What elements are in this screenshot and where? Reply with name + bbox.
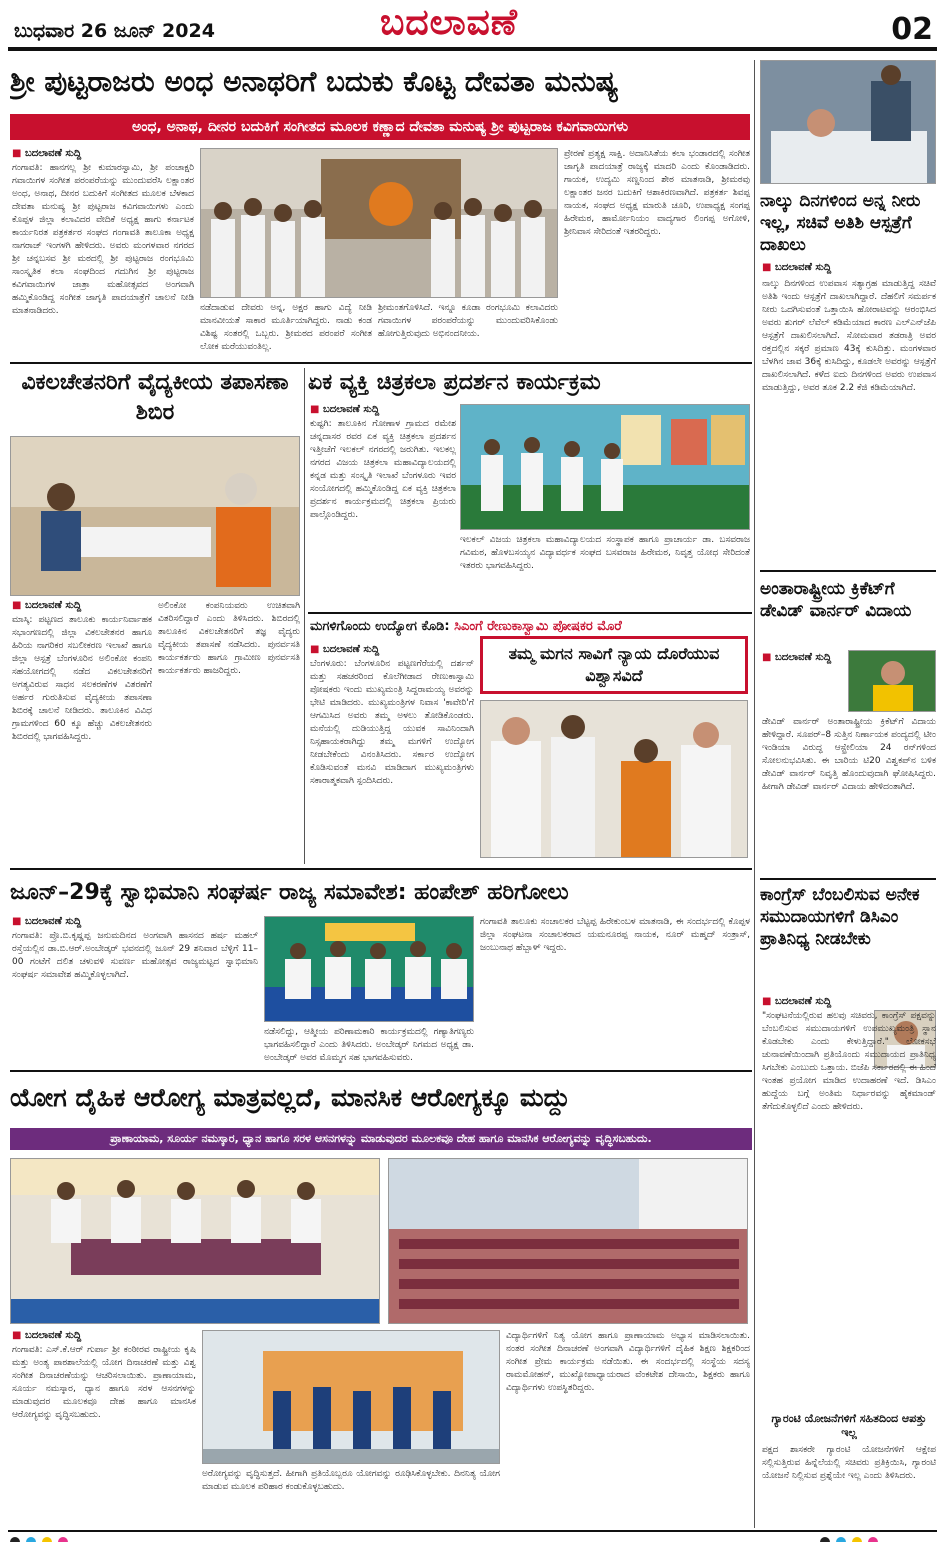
story3-photo: [460, 404, 750, 530]
cricketer-photo: [848, 650, 936, 712]
side1-headline: ನಾಲ್ಕು ದಿನಗಳಿಂದ ಅನ್ನ ನೀರು ಇಲ್ಲ, ಸಚಿವೆ ಅತಿಶಿ ಆಸ್ಪತ್ರೆಗೆ ದಾಖಲು: [760, 191, 921, 255]
byline: ■ ಬದಲಾವಣೆ ಸುದ್ದಿ: [12, 148, 81, 159]
byline: ■ ಬದಲಾವಣೆ ಸುದ್ದಿ: [12, 1330, 81, 1341]
meeting-illustration: [481, 701, 748, 858]
side3-subhead: ಗ್ಯಾರಂಟಿ ಯೋಜನೆಗಳಿಗೆ ಸಹಿತದಿಂದ ಆಪತ್ತು ಇಲ್ಲ: [771, 1412, 927, 1439]
color-dot: [820, 1537, 830, 1542]
color-dot: [852, 1537, 862, 1542]
story6-headline: ಯೋಗ ದೈಹಿಕ ಆರೋಗ್ಯ ಮಾತ್ರವಲ್ಲದೆ, ಮಾನಸಿಕ ಆರೋಗ್ಯಕ್ಕೂ ಮದ್ದು: [10, 1083, 570, 1112]
byline: ■ ಬದಲಾವಣೆ ಸುದ್ದಿ: [12, 600, 81, 611]
yoga-students-illustration: [203, 1331, 500, 1464]
story5-column: ಗಂಗಾವತಿ: ಪ್ರೊ.ಬಿ.ಕೃಷ್ಣಪ್ಪ ಜನುಮದಿನದ ಅಂಗವಾಗಿ ಹಾಸನದ ಹರ್ಷ ಮಹಲ್ ರಸ್ತೆಯಲ್ಲಿನ ಡಾ.ಬಿ.ಆರ್.ಅಂಬೇಡ್ಕರ್ ಭವನದಲ್ಲಿ ಜೂನ್ 29 ಶನಿವಾರ ಬೆಳ್ಳಿಗೆ 11–00 ಗಂಟೆಗೆ ದಲಿತ ಚಳುವಳಿ ಸುವರ್ಣ ಮಹೋತ್ಸವ ರಾಜ್ಯಮಟ್ಟದ ಸ್ವಾಭಿಮಾನಿ ಸಂಘರ್ಷ ಸಮಾವೇಶ ಹಮ್ಮಿಕೊಳ್ಳಲಾಗಿದೆ.: [12, 931, 258, 980]
color-dot: [42, 1537, 52, 1542]
story4-ribbon: [310, 616, 752, 638]
story5-photo: [264, 916, 474, 1022]
story1-column: ಶ್ರೀಮಂತಗೊಳಿಸಿದೆ. ಇನ್ನೂ ಕೂಡಾ ರಂಗಭೂಮಿ ಕಲಾವಿದರು ಗವಾಯಿಗಳ ಪರಂಪರೆಯನ್ನು ಮುಂದುವರಿಸಿಕೊಂಡು ಹೋಗುತ್ತಿರುವುದು ಅಭಿನಂದನೀಯ.: [378, 303, 558, 339]
story5-column: ನಡೆಸಲಿದ್ದು, ಆತ್ಮೀಯ ಪರಿಣಾಮಕಾರಿ ಕಾರ್ಯಕ್ರಮದಲ್ಲಿ ಗಣ್ಯಾತಿಗಣ್ಯರು ಭಾಗವಹಿಸಲಿದ್ದಾರೆ ಎಂದು ತಿಳಿಸಿದರು. ಅಂಬೇಡ್ಕರ್ ನಿಗಮದ ಅಧ್ಯಕ್ಷ ಡಾ. ಅಂಬೇಡ್ಕರ್ ಅವರ ಮೊಮ್ಮಗ ಸಹ ಭಾಗವಹಿಸುವರು.: [264, 1027, 474, 1063]
footer-color-marks-right: [820, 1532, 884, 1542]
hospital-illustration: [761, 61, 936, 184]
yoga-stage-illustration: [11, 1159, 380, 1324]
story4-column: ಬೆಂಗಳೂರು: ಬೆಂಗಳೂರಿನ ಪಟ್ಟಣಗೆರೆಯಲ್ಲಿ ದರ್ಶನ್ ಮತ್ತು ಸಹಚರರಿಂದ ಕೊಲೆಗೀಡಾದ ರೇಣುಕಾಸ್ವಾಮಿ ಪೋಷಕರು ಇಂದು ಮುಖ್ಯಮಂತ್ರಿ ಸಿದ್ದರಾಮಯ್ಯ ಅವರನ್ನು ಭೇಟಿ ಮಾಡಿದರು. ಮುಖ್ಯಮಂತ್ರಿಗಳ ನಿವಾಸ 'ಕಾವೇರಿ'ಗೆ ಆಗಮಿಸಿದ ಅವರು ತಮ್ಮ ಅಳಲು ತೋಡಿಕೊಂಡರು. ಮನೆಯಲ್ಲಿ ದುಡಿಯುತ್ತಿದ್ದ ಯುವಕ ಸಾವಿನಿಂದಾಗಿ ನಿಸ್ಸಹಾಯಕರಾಗಿದ್ದು ತಮ್ಮ ಮಗಳಿಗೆ ಉದ್ಯೋಗ ನೀಡಬೇಕೆಂದು ವಿನಂತಿಸಿದರು. ಸರ್ಕಾರ ಉದ್ಯೋಗ ಕೊಡಿಸುವಂತೆ ಮನವಿ ಮಾಡಿದಾಗ ಮುಖ್ಯಮಂತ್ರಿಗಳು ಸಕಾರಾತ್ಮಕವಾಗಿ ಸ್ಪಂದಿಸಿದರು.: [310, 659, 474, 786]
byline: ■ ಬದಲಾವಣೆ ಸುದ್ದಿ: [12, 916, 81, 927]
story3-headline: ಏಕ ವ್ಯಕ್ತಿ ಚಿತ್ರಕಲಾ ಪ್ರದರ್ಶನ ಕಾರ್ಯಕ್ರಮ: [308, 370, 601, 395]
ribbon-highlight: ಸಿಎಂಗೆ ರೇಣುಕಾಸ್ವಾಮಿ ಪೋಷಕರ ಮೊರೆ: [454, 619, 622, 634]
story6-photo-students: [202, 1330, 500, 1464]
story1-column: ಗಂಗಾವತಿ: ಹಾನಗಲ್ಲ ಶ್ರೀ ಕುಮಾರಸ್ವಾಮಿ, ಶ್ರೀ ಪಂಚಾಕ್ಷರಿ ಗವಾಯಿಗಳ ಸಂಗೀತ ಪರಂಪರೆಯನ್ನು ಮುಂದುವರೆಸಿ ಲಕ್ಷಾಂತರ ಅಂಧ, ಅನಾಥ, ದೀನರ ಬದುಕಿಗೆ ಸಂಗೀತದ ಮೂಲಕ ಬೆಳಕಾದ ದೇವತಾ ಮನುಷ್ಯ ಶ್ರೀ ಪುಟ್ಟರಾಜ ಕವಿಗವಾಯಿಗಳು ಎಂದು ಕೊಪ್ಪಳ ಜಿಲ್ಲಾ ಕಲಾವಿದರ ವೇದಿಕೆ ಅಧ್ಯಕ್ಷ ಹಾಗು ಕರ್ನಾಟಕ ಕಾರ್ಯನಿರತ ಪತ್ರಕರ್ತರ ಸಂಘದ ಗಂಗಾವತಿ ತಾಲೂಕಾ ಅಧ್ಯಕ್ಷ ನಾಗರಾಜ್ ಇಂಗಳಗಿ ಹೇಳಿದರು. ಅವರು ಮಂಗಳವಾರ ನಗರದ ಶ್ರೀ ಚನ್ನಬಸವ ಶ್ರೀ ಮಠದಲ್ಲಿ ಶ್ರೀ ಪುಟ್ಟರಾಜ ರಂಗಭೂಮಿ ಸಾಂಸ್ಕೃತಿಕ ಕಲಾ ಸಂಘದಿಂದ ಗದುಗಿನ ಶ್ರೀ ಪುಟ್ಟರಾಜ ಕವಿಗವಾಯಿಗಳ ಜಾತ್ರಾ ಮಹೋತ್ಸವದ ಅಂಗವಾಗಿ ಹಮ್ಮಿಕೊಂಡಿದ್ದ ಸಂಗೀತ ಜಾಗೃತಿ ಪಾದಯಾತ್ರೆಗೆ ಚಾಲನೆ ನೀಡಿ ಮಾತನಾಡಿದರು.: [12, 163, 194, 316]
story3-column: ಇಲಕಲ್ ವಿಜಯ ಚಿತ್ರಕಲಾ ಮಹಾವಿದ್ಯಾಲಯದ ಸಂಸ್ಥಾಪಕ ಹಾಗೂ ಪ್ರಾಚಾರ್ಯ ಡಾ. ಬಸವರಾಜ ಗವಿಮಠ, ಹೊಳಬಸಯ್ಯನ ವಿದ್ಯಾವರ್ಧಕ ಸಂಘದ ಬಸವರಾಜ ಹಿರೇಮಠ, ನಿವೃತ್ತ ಯೋಧ ಸೇರಿದಂತೆ ಇತರರು ಭಾಗವಹಿಸಿದ್ದರು.: [460, 535, 750, 571]
press-meet-illustration: [265, 917, 474, 1022]
ribbon-text: ಮಗಳಿಗೊಂದು ಉದ್ಯೋಗ ಕೊಡಿ:: [310, 619, 455, 634]
side3-headline: ಕಾಂಗ್ರೆಸ್ ಬೆಂಬಲಿಸುವ ಅನೇಕ ಸಮುದಾಯಗಳಿಗೆ ಡಿಸಿಎಂ ಪ್ರಾತಿನಿಧ್ಯ ನೀಡಬೇಕು: [760, 885, 920, 949]
story2-column: ಮಾಸ್ಕಿ: ಪಟ್ಟಣದ ತಾಲೂಕು ಕಾರ್ಯನಿರ್ವಾಹಕ ಸಭಾಂಗಣದಲ್ಲಿ ಜಿಲ್ಲಾ ವಿಕಲಚೇತನರ ಹಾಗೂ ಹಿರಿಯ ನಾಗರಿಕರ ಸಬಲೀಕರಣ ಇಲಾಖೆ ಹಾಗೂ ಜಿಲ್ಲಾ ಆಸ್ಪತ್ರೆ ಬೆಂಗಳೂರಿನ ಅಲಿಂಕೋ ಕಂಪನಿ ಸಹಯೋಗದಲ್ಲಿ ನಡೆದ ವಿಕಲಚೇತನರಿಗೆ ಅಗತ್ಯವಿರುವ ಸಾಧನ ಸಲಕರಣೆಗಳ ವಿತರಣೆಗೆ ಅರ್ಹರ ಗುರುತಿಸುವ ವೈದ್ಯಕೀಯ ತಪಾಸಣಾ ಶಿಬಿರಕ್ಕೆ ಚಾಲನೆ ನೀಡಿದರು. ತಾಲೂಕಿನ ವಿವಿಧ ಗ್ರಾಮಗಳಿಂದ 60 ಕ್ಕೂ ಹೆಚ್ಚು ವಿಕಲಚೇತನರು ಶಿಬಿರದಲ್ಲಿ ಭಾಗವಹಿಸಿದ್ದರು.: [12, 615, 152, 742]
side2-headline: ಅಂತಾರಾಷ್ಟ್ರೀಯ ಕ್ರಿಕೆಟ್‌ಗೆ ಡೇವಿಡ್ ವಾರ್ನರ್ ವಿದಾಯ: [760, 579, 912, 621]
story1-headline: ಶ್ರೀ ಪುಟ್ಟರಾಜರು ಅಂಧ ಅನಾಥರಿಗೆ ಬದುಕು ಕೊಟ್ಟ ದೇವತಾ ಮನುಷ್ಯ: [10, 65, 619, 98]
story6-photo-stage: [10, 1158, 380, 1324]
newspaper-logo: ಬದಲಾವಣೆ: [380, 2, 518, 43]
divider: [760, 570, 936, 572]
column-rule: [754, 60, 755, 1528]
story2-column: ಅಲಿಂಕೋ ಕಂಪನಿಯವರು ಉಚಿತವಾಗಿ ವಿತರಿಸಲಿದ್ದಾರೆ ಎಂದು ತಿಳಿಸಿದರು. ಶಿಬಿರದಲ್ಲಿ ತಾಲೂಕಿನ ವಿಕಲಚೇತನರಿಗೆ ತಜ್ಞ ವೈದ್ಯರು ವೈದ್ಯಕೀಯ ತಪಾಸಣೆ ನಡೆಸಿದರು. ಪುನರ್ವಸತಿ ಕಾರ್ಯಕರ್ತರು ಹಾಗೂ ಗ್ರಾಮೀಣ ಪುನರ್ವಸತಿ ಕಾರ್ಯಕರ್ತರು ಹಾಜರಿದ್ದರು.: [158, 601, 300, 676]
story6-column: ಗಂಗಾವತಿ: ಎಸ್.ಕೆ.ಆರ್ ಗುರ್ಪಾ ಶ್ರೀ ಕಂಠೀರವ ರಾಷ್ಟ್ರೀಯ ಕೃಷಿ ಮತ್ತು ಅಂತ್ಯ ಪಾಠಶಾಲೆಯಲ್ಲಿ ಯೋಗ ದಿನಾಚರಣೆ ಮತ್ತು ವಿಶ್ವ ಸಂಗೀತ ದಿನಾಚರಣೆಯನ್ನು ಆಚರಿಸಲಾಯಿತು. ಪ್ರಾಣಾಯಾಮ, ಸೂರ್ಯ ನಮಸ್ಕಾರ, ಧ್ಯಾನ ಹಾಗೂ ಸರಳ ಆಸನಗಳನ್ನು ಮಾಡುವುದರ ಮೂಲಕವೂ ದೇಹ ಹಾಗೂ ಮಾನಸಿಕ ಆರೋಗ್ಯವನ್ನು ವೃದ್ಧಿಸಬಹುದು.: [12, 1345, 196, 1420]
divider: [760, 878, 936, 880]
side2-body: ಡೇವಿಡ್ ವಾರ್ನರ್ ಅಂತಾರಾಷ್ಟ್ರೀಯ ಕ್ರಿಕೆಟ್‌ಗೆ ವಿದಾಯ ಹೇಳಿದ್ದಾರೆ. ಸೂಪರ್–8 ಸುತ್ತಿನ ನಿರ್ಣಾಯಕ ಪಂದ್ಯದಲ್ಲಿ ಟೀಂ ಇಂಡಿಯಾ ವಿರುದ್ಧ ಆಸ್ಟ್ರೇಲಿಯಾ 24 ರನ್‌ಗಳಿಂದ ಸೋಲನುಭವಿಸಿತು. ಈ ಬಾರಿಯ ಟಿ20 ವಿಶ್ವಕಪ್‌ನ ಬಳಿಕ ಡೇವಿಡ್ ವಾರ್ನರ್ ನಿವೃತ್ತಿ ಹೊಂದುವುದಾಗಿ ಘೋಷಿಸಿದ್ದರು. ಹೀಗಾಗಿ ಡೇವಿಡ್ ವಾರ್ನರ್ ವಿದಾಯ ಹೇಳಿದಂತಾಗಿದೆ.: [762, 717, 936, 792]
story6-kicker: ಪ್ರಾಣಾಯಾಮ, ಸೂರ್ಯ ನಮಸ್ಕಾರ, ಧ್ಯಾನ ಹಾಗೂ ಸರಳ ಆಸನಗಳನ್ನು ಮಾಡುವುದರ ಮೂಲಕವೂ ದೇಹ ಹಾಗೂ ಮಾನಸಿಕ ಆರೋಗ್ಯವನ್ನು ವೃದ್ಧಿಸಬಹುದು.: [10, 1128, 752, 1150]
side3-body2: ಪಕ್ಷದ ಶಾಸಕರೇ ಗ್ಯಾರಂಟಿ ಯೋಜನೆಗಳಿಗೆ ಆಕ್ಷೇಪ ಸಲ್ಲಿಸುತ್ತಿರುವ ಹಿನ್ನೆಲೆಯಲ್ಲಿ ಸಚಿವರು ಪ್ರತಿಕ್ರಿಯಿಸಿ, ಗ್ಯಾರಂಟಿ ಯೋಜನೆ ನಿಲ್ಲಿಸುವ ಪ್ರಶ್ನೆಯೇ ಇಲ್ಲ ಎಂದು ತಿಳಿಸಿದರು.: [762, 1445, 936, 1481]
byline: ■ ಬದಲಾವಣೆ ಸುದ್ದಿ: [310, 404, 379, 415]
byline: ■ ಬದಲಾವಣೆ ಸುದ್ದಿ: [762, 652, 831, 663]
story1-photo: [200, 148, 558, 298]
art-exhibition-illustration: [461, 405, 750, 530]
column-rule: [304, 368, 305, 864]
story6-column: ಅರೋಗ್ಯವನ್ನು ವೃದ್ಧಿಸುತ್ತದೆ. ಹೀಗಾಗಿ ಪ್ರತಿಯೊಬ್ಬರೂ ಯೋಗವನ್ನು ರೂಢಿಸಿಕೊಳ್ಳಬೇಕು. ದಿನನಿತ್ಯ ಯೋಗ ಮಾಡುವ ಮೂಲಕ ಪರಿಹಾರ ಕಂಡುಕೊಳ್ಳಬಹುದು.: [202, 1469, 500, 1492]
divider: [10, 868, 752, 870]
cricketer-illustration: [849, 651, 936, 712]
divider: [10, 1070, 752, 1072]
story2-photo: [10, 436, 300, 596]
story5-column: ಗಂಗಾವತಿ ತಾಲೂಕು ಸಂಚಾಲಕರ ಬೆಟ್ಟಪ್ಪ ಹಿರೇಕುಂಬಳ ಮಾತನಾಡಿ, ಈ ಸಂದರ್ಭದಲ್ಲಿ ಕೊಪ್ಪಳ ಜಿಲ್ಲಾ ಸಂಘಟನಾ ಸಂಚಾಲಕರಾದ ಯಮನೂರಪ್ಪ ನಾಯಕ, ನೂರ್ ಮಹ್ಮದ್ ಸಂತ್ರಾಸ್, ಜಂಬುನಾಥ ಹೆಬ್ಬಾಳ್ ಇದ್ದರು.: [480, 917, 750, 953]
masthead-rule: [8, 47, 937, 51]
divider: [308, 612, 752, 614]
page-number: 02: [891, 12, 933, 47]
color-dot: [868, 1537, 878, 1542]
color-dot: [836, 1537, 846, 1542]
yoga-ground-illustration: [389, 1159, 748, 1324]
footer-rule: [8, 1530, 937, 1532]
issue-date: ಬುಧವಾರ 26 ಜೂನ್ 2024: [14, 20, 215, 42]
byline: ■ ಬದಲಾವಣೆ ಸುದ್ದಿ: [762, 996, 831, 1007]
divider: [10, 362, 752, 364]
story2-headline: ವಿಕಲಚೇತನರಿಗೆ ವೈದ್ಯಕೀಯ ತಪಾಸಣಾ ಶಿಬಿರ: [21, 370, 289, 425]
side3-body: "ಸಂಘಟನೆಯಲ್ಲಿರುವ ಹಲವು ಸಚಿವರು, ಕಾಂಗ್ರೆಸ್ ಪಕ್ಷವನ್ನು ಬೆಂಬಲಿಸುವ ಸಮುದಾಯಗಳಿಗೆ ಉಪಮುಖ್ಯಮಂತ್ರಿ ಸ್ಥಾನ ಕೊಡಬೇಕು ಎಂದು ಕೇಳುತ್ತಿದ್ದಾರೆ." ಲೋಕಸಭೆ ಚುನಾವಣೆಯಿಂದಾಗಿ ಪ್ರತಿಯೊಂದು ಸಮುದಾಯದ ಪ್ರಾತಿನಿಧ್ಯ ಸಿಗಬೇಕು ಎಂಬುದು ಒತ್ತಾಯ. ಬಿಜೆಪಿ ಸರ್ಕಾರದಲ್ಲಿ ಈ ಹಿಂದೆ ಇಂತಹ ಪ್ರಯೋಗ ಮಾಡಿದ ಉದಾಹರಣೆ ಇದೆ. ಡಿಸಿಎಂ ಹುದ್ದೆಯ ಬಗ್ಗೆ ಅಂತಿಮ ನಿರ್ಧಾರವನ್ನು ಹೈಕಮಾಂಡ್ ತೆಗೆದುಕೊಳ್ಳಲಿದೆ ಎಂದು ಹೇಳಿದರು.: [762, 1011, 936, 1112]
footer-color-marks-left: [10, 1532, 74, 1542]
byline: ■ ಬದಲಾವಣೆ ಸುದ್ದಿ: [762, 262, 831, 273]
story4-quote: ತಮ್ಮ ಮಗನ ಸಾವಿಗೆ ನ್ಯಾಯ ದೊರೆಯುವ ವಿಶ್ವಾಸವಿದೆ: [480, 636, 748, 694]
story4-photo: [480, 700, 748, 858]
side1-body: ನಾಲ್ಕು ದಿನಗಳಿಂದ ಉಪವಾಸ ಸತ್ಯಾಗ್ರಹ ಮಾಡುತ್ತಿದ್ದ ಸಚಿವೆ ಅತಿಶಿ ಇಂದು ಆಸ್ಪತ್ರೆಗೆ ದಾಖಲಾಗಿದ್ದಾರೆ. ದೆಹಲಿಗೆ ಸಮರ್ಪಕ ನೀರು ಒದಗಿಸುವಂತೆ ಒತ್ತಾಯಿಸಿ ಹೋರಾಟವನ್ನು ಆರಂಭಿಸಿದ ಅವರು ಶುಗರ್ ಲೆವೆಲ್ ಕಡಿಮೆಯಾದ ಕಾರಣ ಎಲ್‌ಎನ್‌ಜೆಪಿ ಆಸ್ಪತ್ರೆಗೆ ದಾಖಲಿಸಲಾಗಿದೆ. ಸೋಮವಾರ ತಡರಾತ್ರಿ ಅವರ ರಕ್ತದಲ್ಲಿನ ಸಕ್ಕರೆ ಪ್ರಮಾಣ 43ಕ್ಕೆ ಕುಸಿದಿತ್ತು. ಮಂಗಳವಾರ ಬೆಳಗಿನ ಜಾವ 36ಕ್ಕೆ ಕುಸಿದಿದ್ದು, ಕೂಡಲೇ ಅವರನ್ನು ಆಸ್ಪತ್ರೆಗೆ ದಾಖಲಿಸಲಾಗಿದೆ. ಕಳೆದ ಐದು ದಿನಗಳಿಂದ ಅವರು ಉಪವಾಸ ಮಾಡುತ್ತಿದ್ದು, ಅವರ ತೂಕ 2.2 ಕೆಜಿ ಕಡಿಮೆಯಾಗಿದೆ.: [762, 279, 936, 393]
story5-headline: ಜೂನ್–29ಕ್ಕೆ ಸ್ವಾಭಿಮಾನಿ ಸಂಘರ್ಷ ರಾಜ್ಯ ಸಮಾವೇಶ: ಹಂಪೇಶ್ ಹರಿಗೋಲು: [10, 880, 569, 905]
byline: ■ ಬದಲಾವಣೆ ಸುದ್ದಿ: [310, 644, 379, 655]
story6-column: ವಿದ್ಯಾರ್ಥಿಗಳಿಗೆ ನಿತ್ಯ ಯೋಗ ಹಾಗೂ ಪ್ರಾಣಾಯಾಮ ಅಭ್ಯಾಸ ಮಾಡಿಸಲಾಯಿತು. ನಂತರ ಸಂಗೀತ ದಿನಾಚರಣೆ ಅಂಗವಾಗಿ ವಿದ್ಯಾರ್ಥಿಗಳಿಗೆ ದೈಹಿಕ ಶಿಕ್ಷಣ ಶಿಕ್ಷಕರಿಂದ ಸಂಗೀತ ಪ್ರೇಮ ಕಾರ್ಯಕ್ರಮ ನಡೆಯಿತು. ಈ ಸಂದರ್ಭದಲ್ಲಿ ಸಂಸ್ಥೆಯ ಸದಸ್ಯ ರಾಮಮೋಹನ್, ಮುಖ್ಯೋಪಾಧ್ಯಾಯರಾದ ವೆಂಕಟೇಶ ದೇಸಾಯಿ, ಶಿಕ್ಷಕರು ಹಾಗೂ ವಿದ್ಯಾರ್ಥಿಗಳು ಉಪಸ್ಥಿತರಿದ್ದರು.: [506, 1331, 750, 1393]
color-dot: [10, 1537, 20, 1542]
medical-camp-illustration: [11, 437, 300, 596]
story6-photo-ground: [388, 1158, 748, 1324]
group-photo-illustration: [201, 149, 558, 298]
color-dot: [26, 1537, 36, 1542]
hospital-photo: [760, 60, 936, 184]
story1-kicker: ಅಂಧ, ಅನಾಥ, ದೀನರ ಬದುಕಿಗೆ ಸಂಗೀತದ ಮೂಲಕ ಕಣ್ಣಾದ ದೇವತಾ ಮನುಷ್ಯ ಶ್ರೀ ಪುಟ್ಟರಾಜ ಕವಿಗವಾಯಿಗಳು: [10, 114, 750, 140]
story1-column: ಪ್ರೇರಣೆ ಪ್ರತ್ಯಕ್ಷ ಸಾಕ್ಷಿ. ಅದಾನಿಸಿತೆಯ ಕಲಾ ಭಂಡಾರದಲ್ಲಿ ಸಂಗೀತ ಜಾಗೃತಿ ಪಾದಯಾತ್ರೆ ರಾಜ್ಯಕ್ಕೆ ಮಾದರಿ ಎಂದು ಕೊಂಡಾಡಿದರು. ಗಾಯಕ, ಉದ್ಯಮಿ ಸಣ್ಣನಿಂದ ಶೇಠ ಮಾತನಾಡಿ, ಶ್ರೀಮಠವು ಲಕ್ಷಾಂತರ ಜನರ ಬದುಕಿಗೆ ಆಶಾಕಿರಣವಾಗಿದೆ. ಪತ್ರಕರ್ತ ಶಿವಪ್ಪ ನಾಯಕ, ಸಂಘದ ಅಧ್ಯಕ್ಷ ಮಾರುತಿ ಚೂರಿ, ಉಪಾಧ್ಯಕ್ಷ ಸಂಗಪ್ಪ ಹಿರೇಮಠ, ಹಾರ್ಮೋನಿಯಂ ವಾದ್ಯಗಾರ ಲಿಂಗಪ್ಪ ಅಗೋಳಿ, ಶ್ರೀನಿವಾಸ ಸೇರಿದಂತೆ ಇತರರಿದ್ದರು.: [564, 149, 750, 237]
side2-lead: [762, 668, 846, 716]
story1-column: ನಡೆದಾಡುವ ದೇವರು ಅನ್ನ, ಅಕ್ಷರ ಹಾಗು ವಿದ್ಯೆ ನೀಡಿ ಮಾನವೀಯತೆ ಸಾಕಾರ ಮೂರ್ತಿಯಾಗಿದ್ದರು. ನಾಡು ಕಂಡ ವಿಶಿಷ್ಟ ಸಂತರಲ್ಲಿ ಒಬ್ಬರು. ಶ್ರೀಮಠದ ಪರಂಪರೆ ಸಂಗೀತ ಲೋಕ ಮರೆಯುವಂತಿಲ್ಲ.: [200, 303, 372, 352]
color-dot: [58, 1537, 68, 1542]
story3-column: ಕುಷ್ಟಗಿ: ತಾಲೂಕಿನ ಗೋಣಾಳ ಗ್ರಾಮದ ರಮೇಶ ಚನ್ನದಾಸರ ರವರ ಏಕ ವ್ಯಕ್ತಿ ಚಿತ್ರಕಲಾ ಪ್ರದರ್ಶನ ಇತ್ತೀಚೆಗೆ ಇಲಕಲ್ ನಗರದಲ್ಲಿ ಜರುಗಿತು. ಇಲಕಲ್ಲ ನಗರದ ವಿಜಯ ಚಿತ್ರಕಲಾ ಮಹಾವಿದ್ಯಾಲಯದಲ್ಲಿ ಕನ್ನಡ ಮತ್ತು ಸಂಸ್ಕೃತಿ ಇಲಾಖೆ ಬೆಂಗಳೂರು ಇವರ ಸಂಯೋಗದಲ್ಲಿ ಹಮ್ಮಿಕೊಂಡಿದ್ದ ಏಕ ವ್ಯಕ್ತಿ ಚಿತ್ರಕಲಾ ಪ್ರದರ್ಶನ ಕಾರ್ಯಕ್ರಮದಲ್ಲಿ ಚಿತ್ರಕಲಾ ಪ್ರಿಯರು ಪಾಲ್ಗೊಂಡಿದ್ದರು.: [310, 419, 456, 520]
